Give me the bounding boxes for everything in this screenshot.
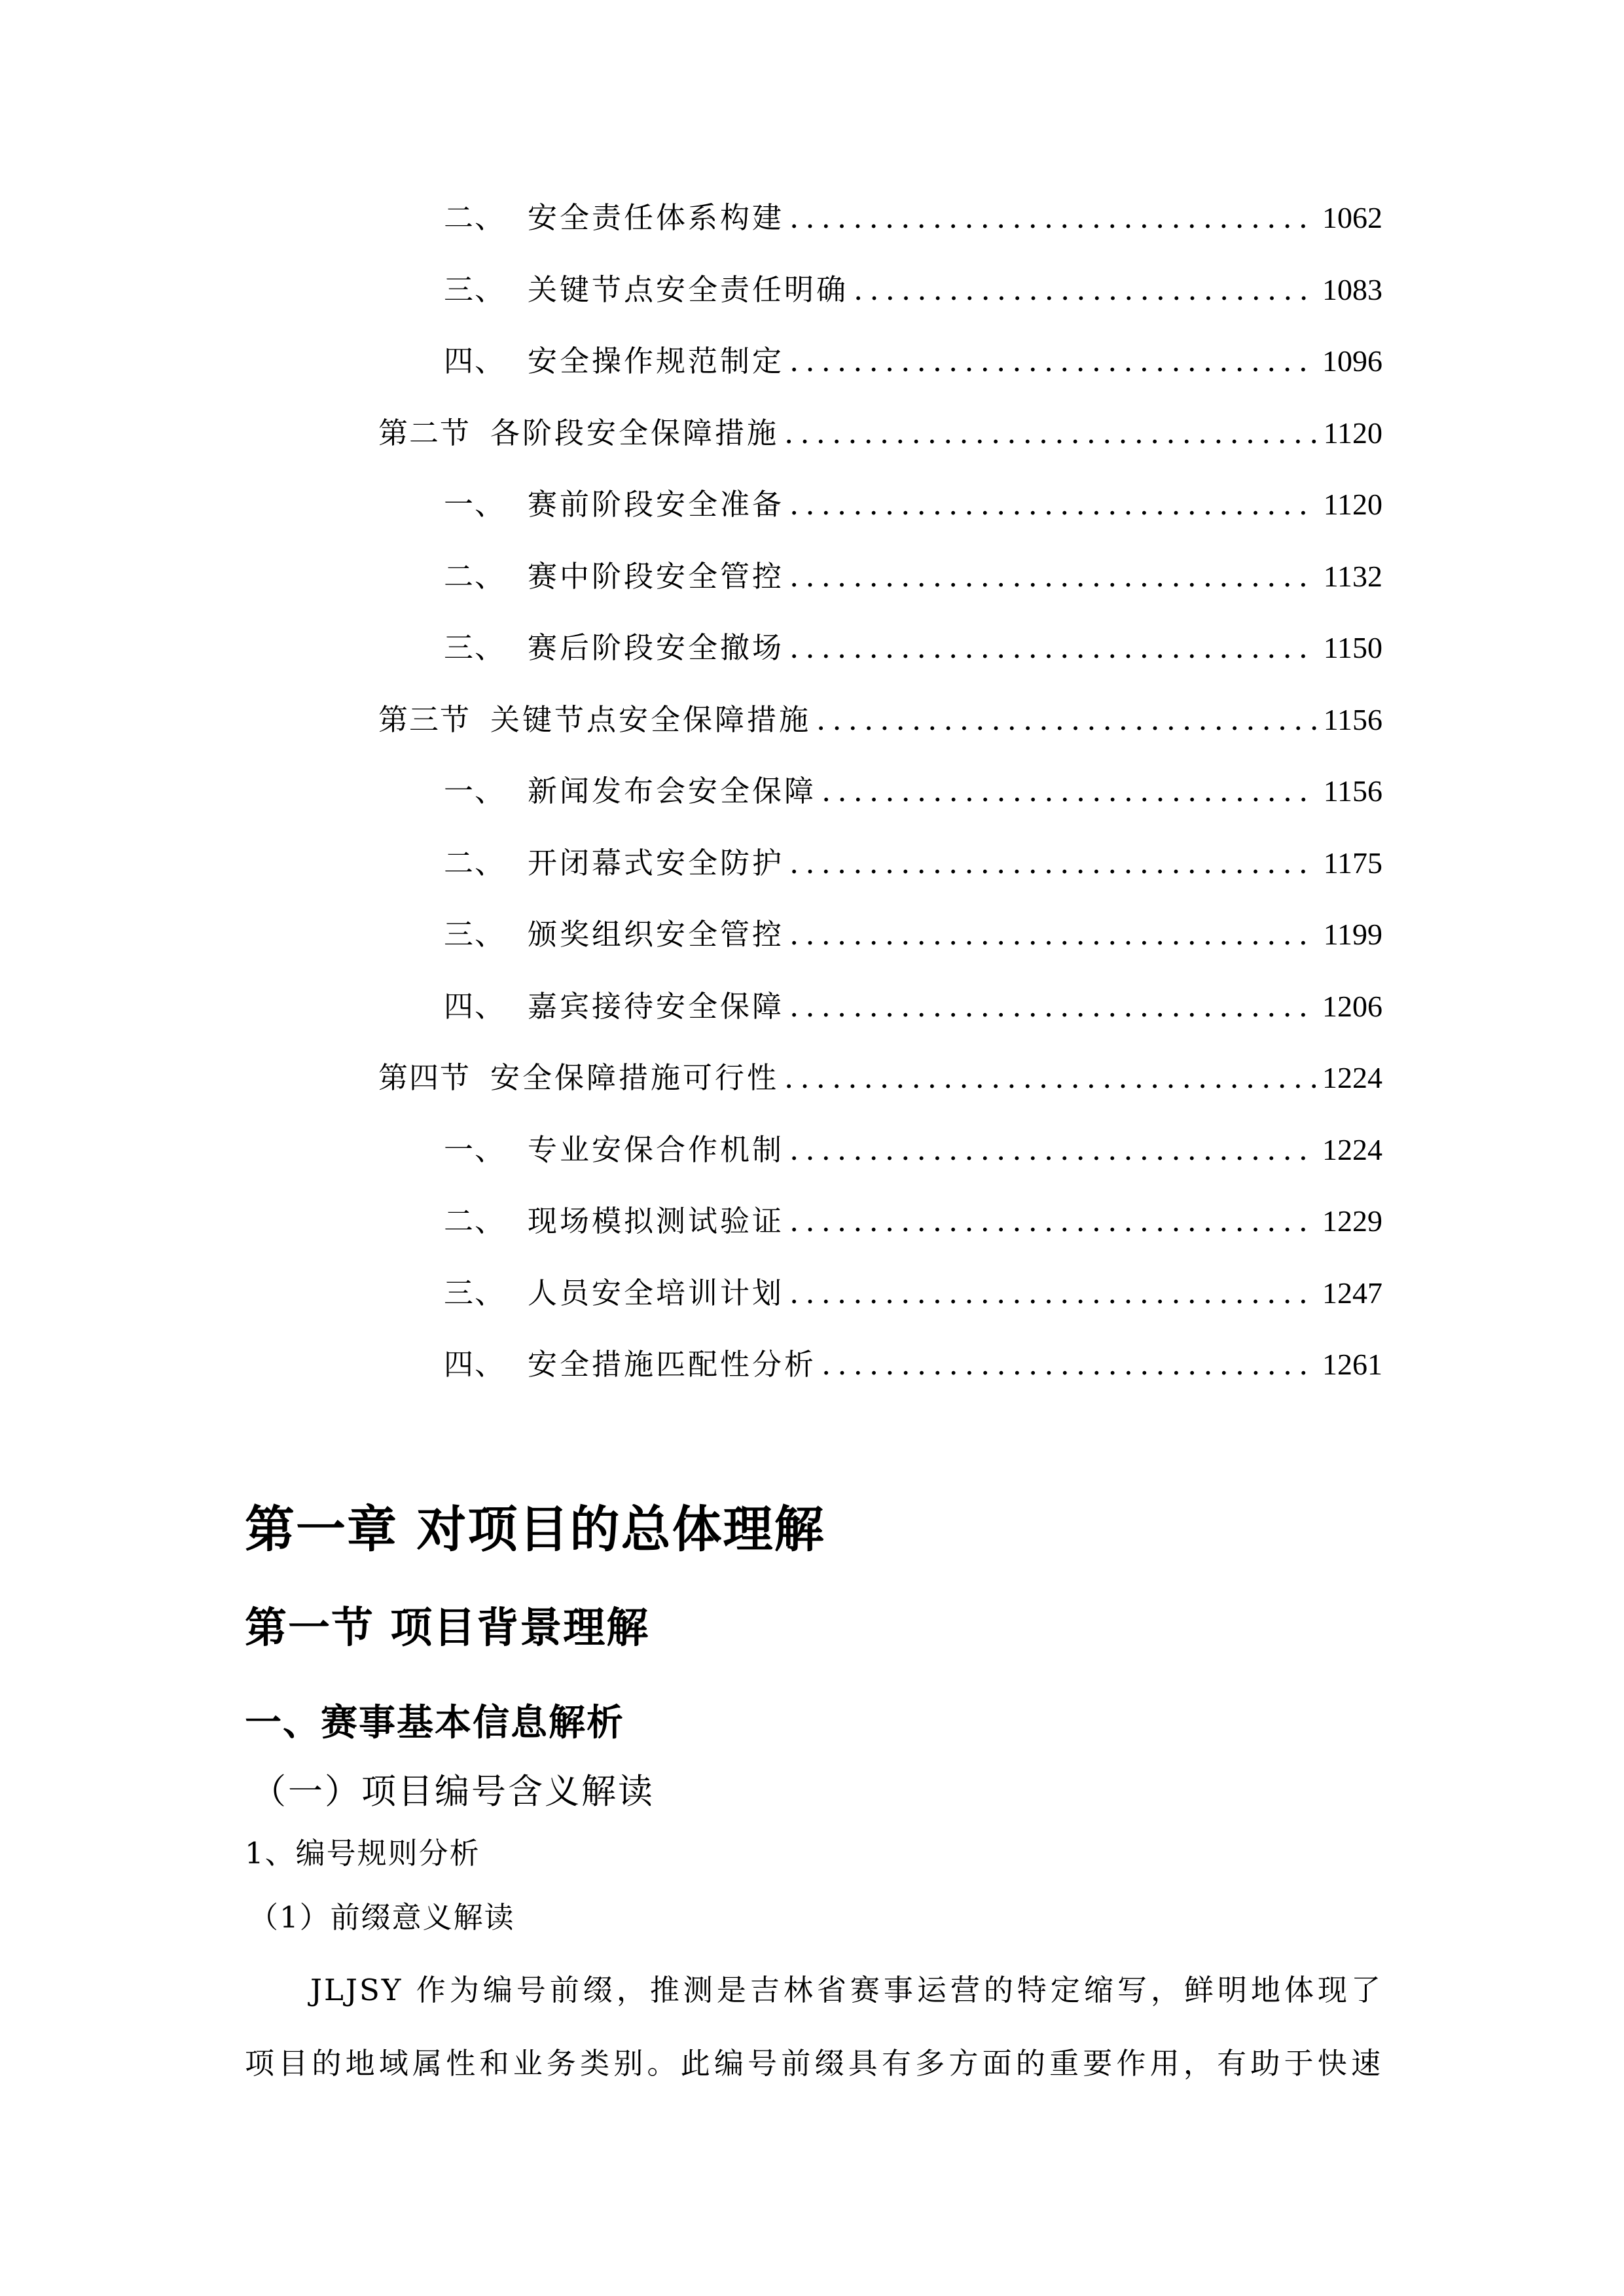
toc-entry[interactable] xyxy=(444,1338,1382,1391)
toc-entry-title: 赛后阶段安全撤场 xyxy=(528,630,785,665)
toc-entry[interactable] xyxy=(444,550,1382,603)
toc-entry-page: 1150 xyxy=(1323,631,1382,664)
toc-entry-number: 三、 xyxy=(444,1276,506,1310)
toc-entry-number: 第三节 xyxy=(378,702,471,737)
toc-entry-page: 1083 xyxy=(1322,273,1382,306)
toc-entry-page: 1247 xyxy=(1322,1276,1382,1310)
toc-entry-page: 1224 xyxy=(1322,1133,1382,1166)
toc-entry-number: 三、 xyxy=(444,630,506,665)
toc-entry-number: 二、 xyxy=(444,559,506,594)
toc-entry[interactable] xyxy=(444,980,1382,1033)
subsubsection-title: （一）项目编号含义解读 xyxy=(251,1772,655,1812)
toc-entry-page: 1224 xyxy=(1322,1061,1382,1094)
toc-dot-leader xyxy=(821,765,1317,817)
toc-entry-number: 一、 xyxy=(444,487,506,522)
toc-entry[interactable] xyxy=(444,765,1382,817)
toc-dot-leader xyxy=(784,407,1317,459)
toc-entry-title: 嘉宾接待安全保障 xyxy=(528,989,785,1024)
toc-entry[interactable] xyxy=(444,1267,1382,1319)
toc-entry[interactable] xyxy=(444,1124,1382,1176)
section-title: 第一节 项目背景理解 xyxy=(245,1604,650,1653)
toc-dot-leader xyxy=(789,550,1317,603)
toc-entry-title: 各阶段安全保障措施 xyxy=(490,416,780,450)
toc-entry[interactable] xyxy=(444,478,1382,531)
toc-entry-number: 二、 xyxy=(444,200,506,235)
toc-entry-title: 开闭幕式安全防护 xyxy=(528,846,785,880)
paragraph-line: 项目的地域属性和业务类别。此编号前缀具有多方面的重要作用，有助于快速 xyxy=(245,2046,1382,2081)
toc-dot-leader xyxy=(789,1124,1316,1176)
toc-entry-page: 1175 xyxy=(1323,846,1382,880)
toc-entry[interactable] xyxy=(444,837,1382,889)
toc-entry-page: 1096 xyxy=(1322,344,1382,378)
toc-entry-number: 四、 xyxy=(444,344,506,378)
numbered-heading: 1、编号规则分析 xyxy=(245,1836,480,1871)
toc-entry-title: 关键节点安全保障措施 xyxy=(490,702,812,737)
toc-dot-leader xyxy=(789,837,1317,889)
toc-entry[interactable] xyxy=(444,908,1382,961)
paragraph-line: JLJSY 作为编号前缀，推测是吉林省赛事运营的特定缩写，鲜明地体现了 xyxy=(310,1973,1382,2007)
toc-entry[interactable] xyxy=(444,622,1382,674)
toc-entry-title: 赛前阶段安全准备 xyxy=(528,487,785,522)
toc-entry-number: 二、 xyxy=(444,846,506,880)
toc-dot-leader xyxy=(789,1267,1316,1319)
toc-entry-title: 安全责任体系构建 xyxy=(528,200,785,235)
toc-dot-leader xyxy=(789,335,1316,387)
toc-entry[interactable] xyxy=(444,335,1382,387)
toc-entry-page: 1199 xyxy=(1323,918,1382,951)
toc-entry-number: 一、 xyxy=(444,1132,506,1167)
toc-entry[interactable] xyxy=(444,192,1382,244)
toc-entry-page: 1132 xyxy=(1323,560,1382,593)
toc-entry-title: 新闻发布会安全保障 xyxy=(528,774,817,808)
toc-entry-number: 三、 xyxy=(444,917,506,952)
toc-entry-page: 1229 xyxy=(1322,1204,1382,1238)
toc-entry[interactable] xyxy=(378,1052,1382,1104)
toc-entry-page: 1120 xyxy=(1323,488,1382,521)
toc-entry-page: 1062 xyxy=(1322,201,1382,234)
toc-entry-title: 赛中阶段安全管控 xyxy=(528,559,785,594)
toc-entry-number: 二、 xyxy=(444,1204,506,1238)
toc-entry-page: 1261 xyxy=(1322,1348,1382,1381)
toc-entry[interactable] xyxy=(378,694,1382,746)
toc-entry-title: 专业安保合作机制 xyxy=(528,1132,785,1167)
toc-entry-number: 四、 xyxy=(444,989,506,1024)
toc-dot-leader xyxy=(789,1195,1316,1247)
toc-entry-page: 1120 xyxy=(1323,416,1382,450)
toc-dot-leader xyxy=(821,1338,1316,1391)
toc-entry-title: 安全操作规范制定 xyxy=(528,344,785,378)
toc-dot-leader xyxy=(789,192,1316,244)
chapter-title: 第一章 对项目的总体理解 xyxy=(245,1500,825,1558)
subsection-title: 一、赛事基本信息解析 xyxy=(245,1702,624,1744)
body-paragraph xyxy=(245,1954,1382,2100)
toc-entry-page: 1206 xyxy=(1322,990,1382,1023)
toc-entry-number: 第四节 xyxy=(378,1060,471,1095)
numbered-subheading: （1）前缀意义解读 xyxy=(249,1900,515,1935)
toc-dot-leader xyxy=(789,908,1317,961)
toc-entry-title: 关键节点安全责任明确 xyxy=(528,272,849,307)
toc-dot-leader xyxy=(854,264,1316,316)
toc-entry-number: 第二节 xyxy=(378,416,471,450)
toc-entry[interactable] xyxy=(378,407,1382,459)
toc-dot-leader xyxy=(816,694,1317,746)
toc-entry-number: 三、 xyxy=(444,272,506,307)
toc-entry-title: 颁奖组织安全管控 xyxy=(528,917,785,952)
toc-entry-page: 1156 xyxy=(1323,774,1382,808)
toc-entry-title: 安全保障措施可行性 xyxy=(490,1060,780,1095)
toc-entry-title: 现场模拟测试验证 xyxy=(528,1204,785,1238)
toc-entry-page: 1156 xyxy=(1323,703,1382,736)
toc-entry[interactable] xyxy=(444,264,1382,316)
toc-dot-leader xyxy=(784,1052,1316,1104)
toc-dot-leader xyxy=(789,980,1316,1033)
toc-entry-title: 人员安全培训计划 xyxy=(528,1276,785,1310)
toc-dot-leader xyxy=(789,478,1317,531)
toc-entry-number: 四、 xyxy=(444,1347,506,1382)
toc-entry-number: 一、 xyxy=(444,774,506,808)
toc-dot-leader xyxy=(789,622,1317,674)
toc-entry-title: 安全措施匹配性分析 xyxy=(528,1347,817,1382)
toc-entry[interactable] xyxy=(444,1195,1382,1247)
